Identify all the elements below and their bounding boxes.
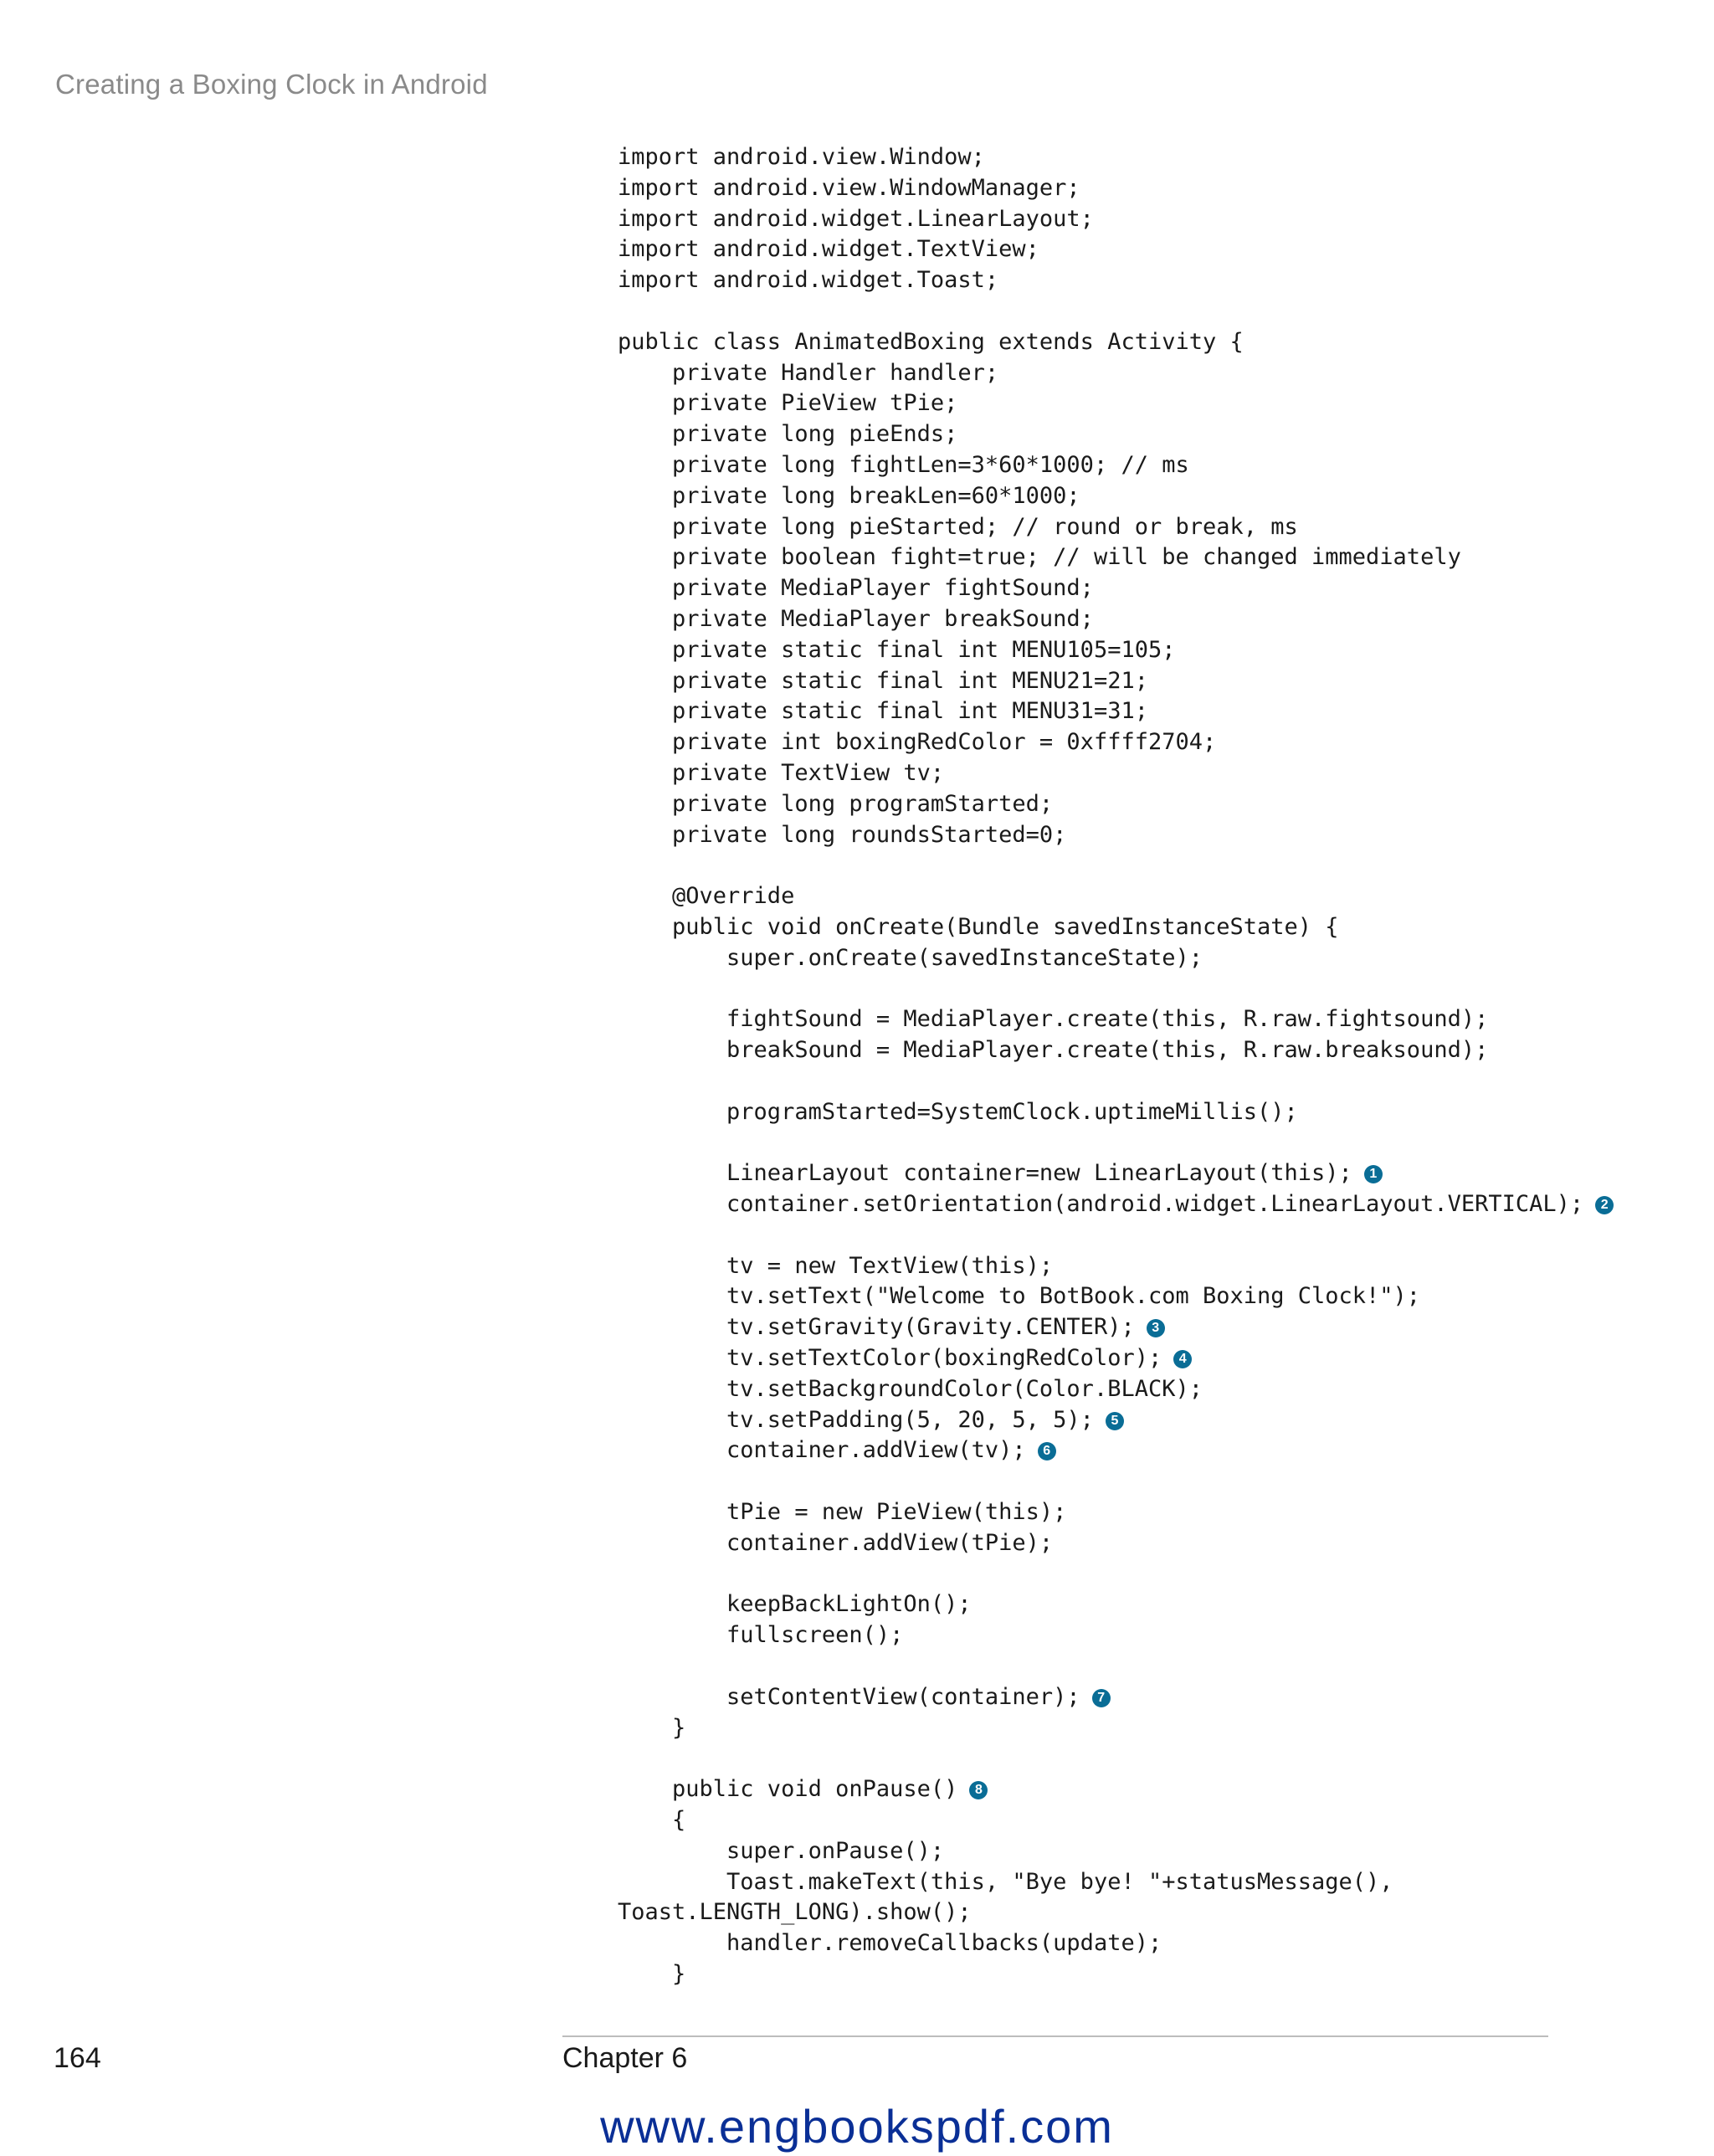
code-text: private long roundsStarted=0; <box>618 821 1067 848</box>
code-text: tv.setPadding(5, 20, 5, 5); <box>618 1406 1094 1433</box>
code-line <box>618 1251 1614 1282</box>
code-text: private TextView tv; <box>618 759 945 786</box>
code-text: private PieView tPie; <box>618 390 958 417</box>
code-line <box>618 758 1614 789</box>
code-text: } <box>618 1714 686 1741</box>
code-text: tv.setBackgroundColor(Color.BLACK); <box>618 1375 1203 1402</box>
code-line <box>618 1867 1614 1898</box>
code-line <box>618 512 1614 543</box>
callout-badge: 6 <box>1038 1442 1056 1460</box>
callout-badge: 1 <box>1364 1165 1383 1183</box>
code-line <box>618 943 1614 974</box>
code-text: Toast.makeText(this, "Bye bye! "+statusMessage(), <box>618 1868 1393 1895</box>
code-text: container.setOrientation(android.widget.LinearLayout.VERTICAL); <box>618 1191 1584 1218</box>
code-line <box>618 1805 1614 1836</box>
code-line <box>618 789 1614 820</box>
code-line <box>618 1405 1614 1436</box>
code-text: private long pieEnds; <box>618 421 958 448</box>
callout-badge: 3 <box>1147 1319 1165 1337</box>
code-text: container.addView(tv); <box>618 1437 1026 1464</box>
code-line <box>618 1928 1614 1959</box>
code-text: private boolean fight=true; // will be changed immediately <box>618 544 1461 571</box>
code-line <box>618 1559 1614 1590</box>
code-text: private long fightLen=3*60*1000; // ms <box>618 451 1189 478</box>
code-line <box>618 388 1614 419</box>
code-line <box>618 820 1614 851</box>
code-line <box>618 234 1614 265</box>
code-line <box>618 1281 1614 1312</box>
code-text: private int boxingRedColor = 0xffff2704; <box>618 729 1217 756</box>
code-text: private long breakLen=60*1000; <box>618 482 1080 509</box>
code-line <box>618 450 1614 481</box>
code-line <box>618 1097 1614 1128</box>
callout-badge: 5 <box>1106 1412 1124 1430</box>
code-text: private Handler handler; <box>618 359 999 386</box>
page-number: 164 <box>54 2042 101 2074</box>
code-text: fightSound = MediaPlayer.create(this, R.raw.fightsound); <box>618 1006 1489 1033</box>
code-line <box>618 666 1614 697</box>
callout-badge: 4 <box>1173 1350 1192 1368</box>
chapter-label: Chapter 6 <box>562 2042 688 2074</box>
callout-badge: 8 <box>969 1781 988 1799</box>
code-line <box>618 1774 1614 1805</box>
code-line <box>618 296 1614 327</box>
code-text: public class AnimatedBoxing extends Activity { <box>618 328 1244 355</box>
code-line <box>618 173 1614 204</box>
code-line <box>618 1466 1614 1497</box>
code-line <box>618 327 1614 358</box>
code-line <box>618 696 1614 727</box>
code-text: LinearLayout container=new LinearLayout(this); <box>618 1160 1352 1187</box>
code-line <box>618 635 1614 666</box>
code-text: private long programStarted; <box>618 790 1054 817</box>
code-text: public void onCreate(Bundle savedInstanceState) { <box>618 913 1339 940</box>
code-text: Toast.LENGTH_LONG).show(); <box>618 1899 972 1926</box>
code-text: import android.view.WindowManager; <box>618 174 1080 201</box>
code-line <box>618 142 1614 173</box>
code-line <box>618 1128 1614 1159</box>
code-text: private static final int MENU31=31; <box>618 698 1148 725</box>
code-line <box>618 1343 1614 1374</box>
code-line <box>618 481 1614 512</box>
code-text: { <box>618 1807 686 1834</box>
code-listing <box>618 142 1614 1990</box>
code-line <box>618 1312 1614 1343</box>
code-line <box>618 1897 1614 1928</box>
code-text: tv.setText("Welcome to BotBook.com Boxing Clock!"); <box>618 1283 1421 1310</box>
code-text: programStarted=SystemClock.uptimeMillis(); <box>618 1098 1298 1125</box>
code-line <box>618 912 1614 943</box>
code-text: private MediaPlayer fightSound; <box>618 575 1094 602</box>
code-line <box>618 1959 1614 1990</box>
code-text: } <box>618 1961 686 1988</box>
code-line <box>618 1836 1614 1867</box>
code-line <box>618 1528 1614 1559</box>
code-text: tv = new TextView(this); <box>618 1252 1054 1279</box>
code-text: container.addView(tPie); <box>618 1529 1054 1556</box>
code-line <box>618 573 1614 604</box>
code-line <box>618 604 1614 635</box>
code-line <box>618 1620 1614 1651</box>
code-text: tPie = new PieView(this); <box>618 1499 1067 1526</box>
code-line <box>618 1497 1614 1528</box>
code-text: tv.setGravity(Gravity.CENTER); <box>618 1314 1135 1341</box>
code-text: private MediaPlayer breakSound; <box>618 605 1094 632</box>
code-line <box>618 1035 1614 1066</box>
code-line <box>618 542 1614 573</box>
code-line <box>618 1435 1614 1466</box>
code-text: super.onPause(); <box>618 1837 945 1864</box>
code-text: keepBackLightOn(); <box>618 1591 972 1618</box>
code-line <box>618 1066 1614 1097</box>
code-line <box>618 419 1614 450</box>
code-text: tv.setTextColor(boxingRedColor); <box>618 1345 1162 1372</box>
code-text: @Override <box>618 883 795 910</box>
code-text: breakSound = MediaPlayer.create(this, R.raw.breaksound); <box>618 1037 1489 1064</box>
code-text: public void onPause() <box>618 1776 958 1803</box>
code-text: private long pieStarted; // round or break, ms <box>618 513 1298 540</box>
code-text: import android.widget.LinearLayout; <box>618 205 1094 232</box>
code-line <box>618 1713 1614 1744</box>
code-line <box>618 881 1614 912</box>
callout-badge: 2 <box>1595 1196 1614 1214</box>
code-text: setContentView(container); <box>618 1683 1080 1710</box>
code-line <box>618 1651 1614 1682</box>
code-text: import android.view.Window; <box>618 144 985 170</box>
footer-rule <box>562 2035 1548 2037</box>
code-text: import android.widget.TextView; <box>618 236 1039 263</box>
code-line <box>618 1374 1614 1405</box>
code-line <box>618 1682 1614 1713</box>
code-line <box>618 1158 1614 1189</box>
code-line <box>618 265 1614 296</box>
code-line <box>618 850 1614 881</box>
callout-badge: 7 <box>1092 1689 1111 1707</box>
code-text: private static final int MENU105=105; <box>618 636 1176 663</box>
code-line <box>618 1743 1614 1774</box>
code-text: handler.removeCallbacks(update); <box>618 1930 1162 1957</box>
code-line <box>618 974 1614 1005</box>
code-line <box>618 1589 1614 1620</box>
code-line <box>618 1004 1614 1035</box>
code-text: import android.widget.Toast; <box>618 267 999 294</box>
code-text: super.onCreate(savedInstanceState); <box>618 944 1203 971</box>
watermark-link[interactable]: www.engbookspdf.com <box>600 2100 1114 2153</box>
code-line <box>618 358 1614 389</box>
code-text: fullscreen(); <box>618 1622 904 1649</box>
running-head: Creating a Boxing Clock in Android <box>55 69 488 100</box>
code-line <box>618 204 1614 235</box>
code-text: private static final int MENU21=21; <box>618 667 1148 694</box>
code-line <box>618 727 1614 758</box>
code-line <box>618 1189 1614 1220</box>
code-line <box>618 1220 1614 1251</box>
